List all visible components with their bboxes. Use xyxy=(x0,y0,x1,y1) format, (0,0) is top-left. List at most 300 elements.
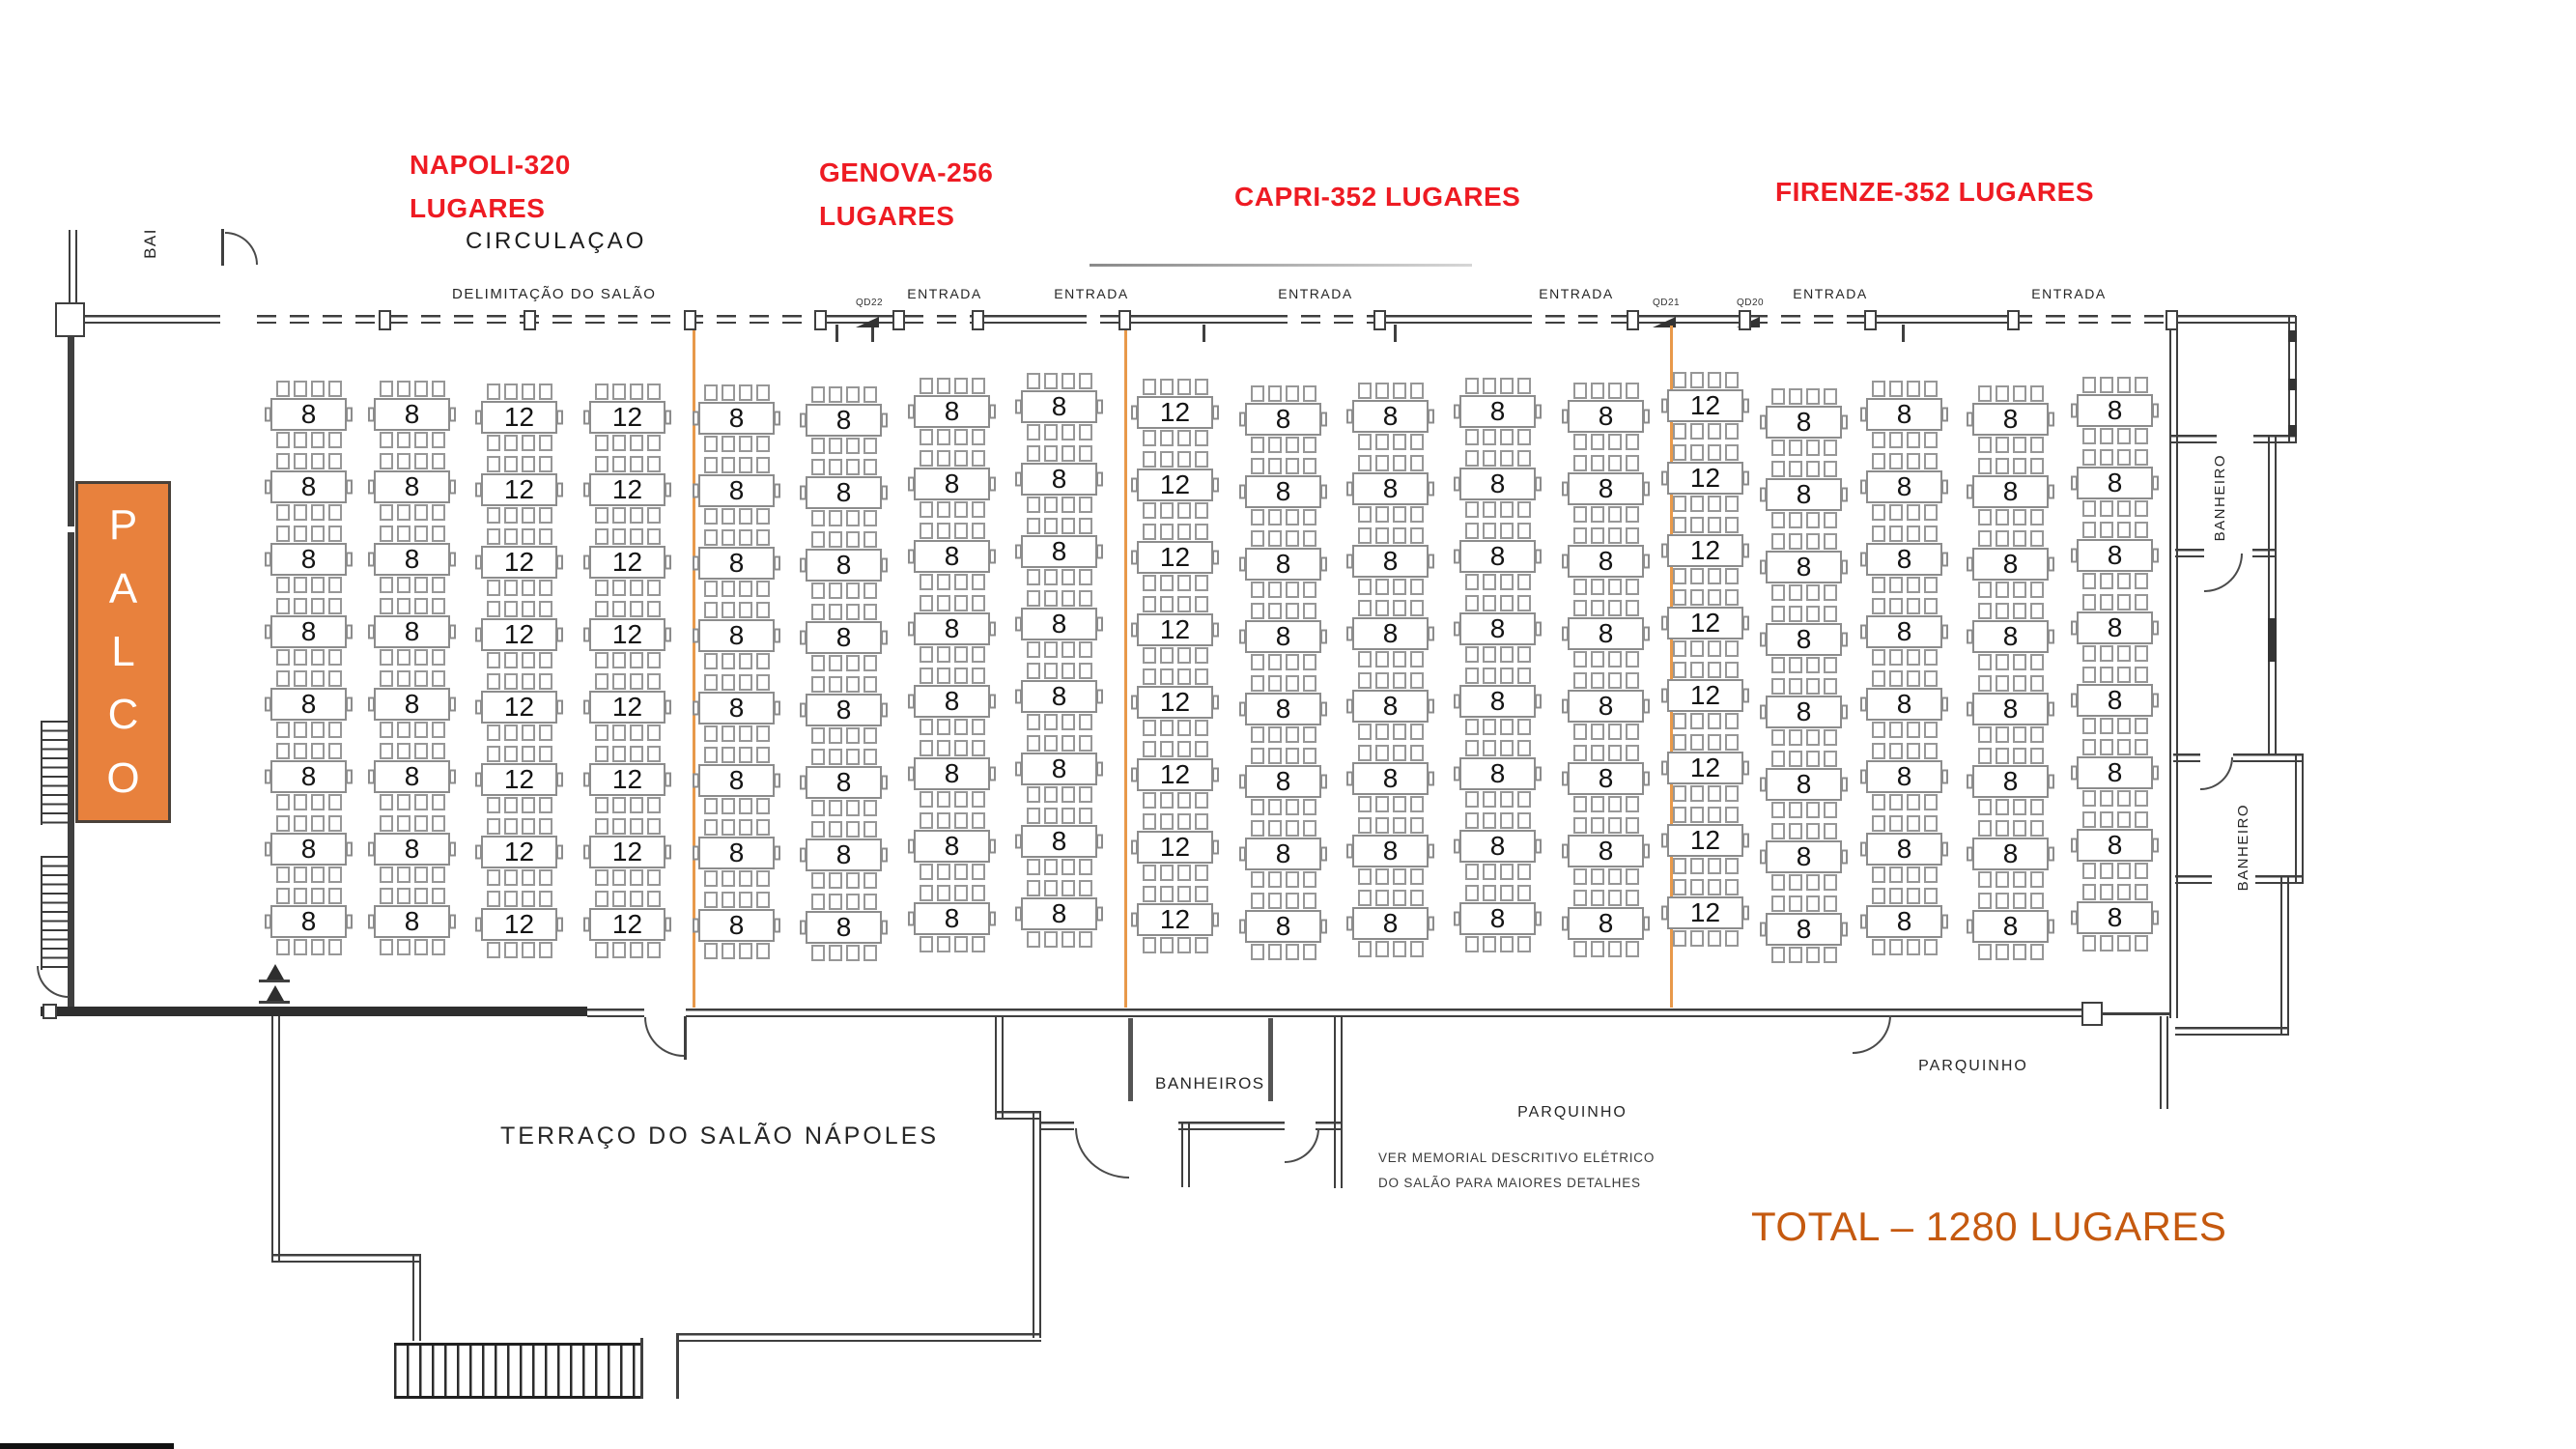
table-end-tab xyxy=(1941,408,1948,422)
chair xyxy=(846,945,860,961)
chair xyxy=(539,528,552,545)
chair xyxy=(1079,373,1092,389)
chair-row xyxy=(811,438,877,454)
chair xyxy=(311,432,325,448)
dining-table xyxy=(1766,840,1842,873)
chair xyxy=(2082,594,2096,611)
dining-table xyxy=(1245,838,1321,870)
table-end-tab xyxy=(1760,705,1767,720)
chair-row xyxy=(1673,444,1739,461)
chair xyxy=(1725,930,1739,947)
door-arc xyxy=(2200,757,2233,790)
chair xyxy=(380,381,393,397)
chair xyxy=(1027,931,1040,948)
dining-table xyxy=(1866,470,1942,503)
chair xyxy=(1303,654,1316,670)
dining-table xyxy=(1459,540,1536,573)
table-seat-count: 8 xyxy=(300,834,317,864)
chair xyxy=(1673,640,1686,657)
table-seat-count: 8 xyxy=(1051,753,1067,783)
chair xyxy=(1872,794,1885,810)
table-seat-count: 8 xyxy=(2002,838,2019,868)
chair xyxy=(1143,937,1156,953)
chair xyxy=(595,869,609,886)
chair xyxy=(1027,497,1040,513)
table-end-tab xyxy=(449,553,456,567)
chair xyxy=(863,676,877,693)
chair xyxy=(432,867,445,883)
chair xyxy=(612,456,626,472)
wall-post xyxy=(1373,310,1386,330)
entrada-label: ENTRADA xyxy=(907,286,982,301)
chair-row xyxy=(1358,796,1424,812)
chair xyxy=(704,602,718,618)
chair xyxy=(1465,595,1479,611)
dining-table xyxy=(1352,472,1429,505)
chair xyxy=(328,815,342,832)
chair-row xyxy=(1978,799,2044,815)
qd-panel-label: QD22 xyxy=(855,298,884,308)
chair xyxy=(1027,641,1040,658)
chair xyxy=(1062,373,1075,389)
chair xyxy=(1195,668,1208,685)
table-seat-count: 12 xyxy=(1159,904,1191,934)
chair xyxy=(432,453,445,469)
chair xyxy=(829,945,842,961)
dining-table xyxy=(1667,896,1743,929)
chair xyxy=(1393,527,1406,544)
chair xyxy=(704,581,718,597)
chair xyxy=(504,384,518,400)
chair xyxy=(294,453,307,469)
chair xyxy=(1286,820,1299,837)
chair xyxy=(2117,667,2131,683)
chair xyxy=(647,891,661,907)
dining-table xyxy=(1568,545,1644,578)
chair xyxy=(954,812,968,829)
chair xyxy=(846,800,860,816)
chair xyxy=(722,529,735,546)
chair xyxy=(432,670,445,687)
dining-table xyxy=(1245,548,1321,581)
chair xyxy=(1027,518,1040,534)
chair xyxy=(2135,500,2148,517)
chair xyxy=(1195,720,1208,736)
chair xyxy=(1924,670,1938,687)
chair xyxy=(1978,582,1992,598)
chair xyxy=(1789,388,1802,405)
chair xyxy=(1375,434,1389,450)
chair xyxy=(722,870,735,887)
chair xyxy=(937,812,950,829)
chair xyxy=(1177,813,1191,830)
chair xyxy=(1690,662,1704,678)
table-end-tab xyxy=(1643,410,1650,424)
chair xyxy=(756,653,770,669)
chair xyxy=(954,378,968,394)
table-seat-count: 8 xyxy=(1382,763,1399,793)
chair xyxy=(2100,884,2113,900)
chair xyxy=(1806,802,1820,818)
chair xyxy=(595,435,609,451)
chair-row xyxy=(1143,502,1208,519)
chair xyxy=(739,892,752,908)
room-wall xyxy=(2175,875,2212,884)
table-end-tab xyxy=(346,553,353,567)
chair xyxy=(380,453,393,469)
table-seat-count: 8 xyxy=(728,838,745,867)
dining-table xyxy=(1137,613,1213,646)
chair xyxy=(487,528,500,545)
chair xyxy=(595,746,609,762)
chair xyxy=(1044,931,1058,948)
chair xyxy=(863,438,877,454)
chair xyxy=(1375,745,1389,761)
chair-row xyxy=(1143,647,1208,664)
chair xyxy=(954,740,968,756)
table-end-tab xyxy=(475,628,482,642)
table-end-tab xyxy=(1428,482,1434,497)
chair xyxy=(328,577,342,593)
table-seat-count: 8 xyxy=(404,834,420,864)
chair xyxy=(1358,817,1372,834)
chair xyxy=(2013,799,2026,815)
chair xyxy=(811,800,825,816)
chair xyxy=(2030,437,2044,453)
table-end-tab xyxy=(774,556,780,571)
table-end-tab xyxy=(1860,697,1867,712)
chair xyxy=(539,384,552,400)
chair xyxy=(1079,735,1092,752)
chair xyxy=(630,601,643,617)
chair xyxy=(954,501,968,518)
wall-right xyxy=(2169,319,2178,1018)
chair-row xyxy=(276,867,342,883)
chair xyxy=(1872,743,1885,759)
chair xyxy=(487,942,500,958)
chair xyxy=(1062,786,1075,803)
table-seat-count: 8 xyxy=(1382,618,1399,648)
chair xyxy=(1771,512,1785,528)
chair xyxy=(432,743,445,759)
chair xyxy=(328,939,342,955)
chair xyxy=(1044,859,1058,875)
chair-row xyxy=(1771,533,1837,550)
table-seat-count: 8 xyxy=(2002,476,2019,506)
table-end-tab xyxy=(1562,554,1569,569)
table-seat-count: 12 xyxy=(503,619,535,649)
chair xyxy=(380,526,393,542)
chair xyxy=(1996,437,2009,453)
chair xyxy=(1626,600,1639,616)
chair xyxy=(276,381,290,397)
table-seat-count: 8 xyxy=(944,541,960,571)
table-end-tab xyxy=(556,773,563,787)
chair xyxy=(1177,886,1191,902)
chair xyxy=(2030,893,2044,909)
table-end-tab xyxy=(1454,405,1460,419)
banheiro-label: BANHEIRO xyxy=(2212,454,2228,542)
dining-table xyxy=(2077,467,2153,499)
chair-row xyxy=(487,746,552,762)
table-end-tab xyxy=(1742,906,1749,921)
dining-table xyxy=(589,546,665,579)
table-seat-count: 8 xyxy=(835,912,852,942)
chair xyxy=(1673,517,1686,533)
table-seat-count: 12 xyxy=(611,547,643,577)
delimitacao-label: DELIMITAÇÃO DO SALÃO xyxy=(452,286,657,302)
chair xyxy=(1027,714,1040,730)
section-label-genova xyxy=(819,151,993,238)
chair xyxy=(414,867,428,883)
chair xyxy=(1924,598,1938,614)
chair xyxy=(1978,458,1992,474)
chair xyxy=(954,885,968,901)
chair xyxy=(276,888,290,904)
chair-row xyxy=(1872,526,1938,542)
chair xyxy=(2030,871,2044,888)
table-seat-count: 8 xyxy=(728,475,745,505)
chair xyxy=(722,602,735,618)
chair xyxy=(612,797,626,813)
stair-arrow-icon xyxy=(267,985,284,1001)
chair xyxy=(504,797,518,813)
chair xyxy=(1708,568,1721,584)
chair xyxy=(1500,523,1514,539)
table-end-tab xyxy=(1760,923,1767,937)
chair xyxy=(1303,385,1316,402)
chair-row xyxy=(1358,651,1424,668)
table-seat-count: 8 xyxy=(2002,911,2019,941)
chair-row xyxy=(1573,527,1639,544)
chair xyxy=(311,598,325,614)
chair xyxy=(1708,879,1721,895)
chair-row xyxy=(1358,527,1424,544)
chair xyxy=(1062,931,1075,948)
chair xyxy=(1789,874,1802,891)
chair xyxy=(630,942,643,958)
chair xyxy=(539,942,552,958)
table-end-tab xyxy=(1428,554,1434,569)
table-end-tab xyxy=(556,700,563,715)
chair xyxy=(2030,385,2044,402)
table-end-tab xyxy=(1860,480,1867,495)
chair-row xyxy=(276,888,342,904)
table-end-tab xyxy=(1860,770,1867,784)
chair-row xyxy=(1465,740,1531,756)
chair-row xyxy=(2082,500,2148,517)
chair xyxy=(1268,385,1282,402)
chair-row xyxy=(1771,388,1837,405)
chair xyxy=(1500,864,1514,880)
chair xyxy=(630,384,643,400)
chair xyxy=(539,507,552,524)
table-end-tab xyxy=(583,845,590,860)
chair xyxy=(1160,451,1174,468)
table-seat-count: 8 xyxy=(1598,691,1614,721)
terrace-wall xyxy=(412,1254,421,1341)
chair-row xyxy=(1673,423,1739,440)
chair-row xyxy=(1573,434,1639,450)
chair xyxy=(1483,646,1496,663)
chair xyxy=(811,945,825,961)
chair xyxy=(972,791,985,808)
chair xyxy=(1079,641,1092,658)
dining-table xyxy=(1667,389,1743,422)
chair xyxy=(1375,579,1389,595)
chair xyxy=(1608,579,1622,595)
table-end-tab xyxy=(800,703,807,718)
chair xyxy=(811,749,825,765)
chair xyxy=(1375,796,1389,812)
wall-post xyxy=(1627,310,1639,330)
stage-palco xyxy=(75,481,171,823)
chair-row xyxy=(1771,823,1837,839)
chair-row xyxy=(276,649,342,666)
chair-row xyxy=(380,743,445,759)
table-end-tab xyxy=(2152,911,2159,925)
chair xyxy=(1410,890,1424,906)
chair xyxy=(1725,807,1739,823)
dining-table xyxy=(1245,910,1321,943)
chair xyxy=(1517,719,1531,735)
chair-row xyxy=(1027,497,1092,513)
chair xyxy=(522,507,535,524)
chair xyxy=(328,670,342,687)
table-seat-count: 8 xyxy=(1051,536,1067,566)
chair xyxy=(1177,451,1191,468)
wall-post xyxy=(814,310,827,330)
chair xyxy=(1251,799,1264,815)
table-end-tab xyxy=(1967,412,1973,427)
chair xyxy=(1177,792,1191,809)
chair-row xyxy=(1465,429,1531,445)
table-end-tab xyxy=(1015,545,1022,559)
chair xyxy=(1573,434,1587,450)
table-end-tab xyxy=(556,628,563,642)
chair xyxy=(1872,888,1885,904)
chair xyxy=(1978,675,1992,692)
chair xyxy=(595,601,609,617)
chair-row xyxy=(920,791,985,808)
chair-row xyxy=(1465,936,1531,952)
chair xyxy=(1177,430,1191,446)
chair xyxy=(972,450,985,467)
chair xyxy=(1673,589,1686,606)
table-end-tab xyxy=(1643,772,1650,786)
table-end-tab xyxy=(449,408,456,422)
memorial-note-line: DO SALÃO PARA MAIORES DETALHES xyxy=(1378,1176,1641,1190)
table-end-tab xyxy=(1860,842,1867,857)
chair xyxy=(2117,790,2131,807)
chair xyxy=(1358,941,1372,957)
table-end-tab xyxy=(1320,920,1327,934)
table-seat-count: 12 xyxy=(611,474,643,504)
chair-row xyxy=(811,386,877,403)
chair xyxy=(863,582,877,599)
table-end-tab xyxy=(1643,627,1650,641)
table-end-tab xyxy=(693,846,699,861)
table-seat-count: 8 xyxy=(300,399,317,429)
chair xyxy=(595,580,609,596)
wall-post xyxy=(524,310,536,330)
chair xyxy=(1286,509,1299,526)
chair-row xyxy=(1143,596,1208,612)
table-end-tab xyxy=(1967,702,1973,717)
table-end-tab xyxy=(583,918,590,932)
chair xyxy=(414,743,428,759)
table-seat-count: 8 xyxy=(1598,763,1614,793)
chair xyxy=(539,673,552,690)
chair xyxy=(1251,603,1264,619)
chair xyxy=(1500,450,1514,467)
stairs-hatch xyxy=(41,856,70,970)
wall-post xyxy=(379,310,391,330)
chair xyxy=(1044,590,1058,607)
chair xyxy=(2082,500,2096,517)
chair-row xyxy=(1573,817,1639,834)
table-seat-count: 8 xyxy=(1489,613,1506,643)
chair xyxy=(1483,740,1496,756)
table-seat-count: 8 xyxy=(2107,685,2123,715)
table-seat-count: 12 xyxy=(611,764,643,794)
chair-row xyxy=(380,598,445,614)
chair xyxy=(1924,577,1938,593)
chair xyxy=(756,602,770,618)
chair-row xyxy=(1251,582,1316,598)
chair xyxy=(704,725,718,742)
chair xyxy=(1303,748,1316,764)
dining-table xyxy=(1667,607,1743,639)
chair xyxy=(522,797,535,813)
table-seat-count: 8 xyxy=(2002,404,2019,434)
chair xyxy=(1517,864,1531,880)
chair xyxy=(937,378,950,394)
chair xyxy=(920,429,933,445)
chair-row xyxy=(1978,654,2044,670)
chair xyxy=(1251,437,1264,453)
chair xyxy=(328,867,342,883)
dining-table xyxy=(270,398,347,431)
chair-row xyxy=(920,523,985,539)
chair xyxy=(1062,663,1075,679)
chair xyxy=(1268,893,1282,909)
chair xyxy=(756,436,770,452)
chair xyxy=(863,531,877,548)
chair xyxy=(1924,939,1938,955)
chair xyxy=(522,456,535,472)
stage-letter: C xyxy=(107,691,139,739)
chair xyxy=(1978,603,1992,619)
chair xyxy=(722,384,735,401)
chair xyxy=(1907,504,1920,521)
chair-row xyxy=(1978,385,2044,402)
chair xyxy=(1771,874,1785,891)
dining-table xyxy=(806,694,882,726)
chair xyxy=(1708,713,1721,729)
chair xyxy=(1673,372,1686,388)
chair xyxy=(1500,791,1514,808)
chair-row xyxy=(1143,575,1208,591)
chair xyxy=(1690,589,1704,606)
chair xyxy=(1143,451,1156,468)
chair xyxy=(1251,582,1264,598)
chair-row xyxy=(811,510,877,526)
chair xyxy=(1375,506,1389,523)
chair-row xyxy=(704,725,770,742)
table-end-tab xyxy=(1346,627,1353,641)
chair xyxy=(863,459,877,475)
